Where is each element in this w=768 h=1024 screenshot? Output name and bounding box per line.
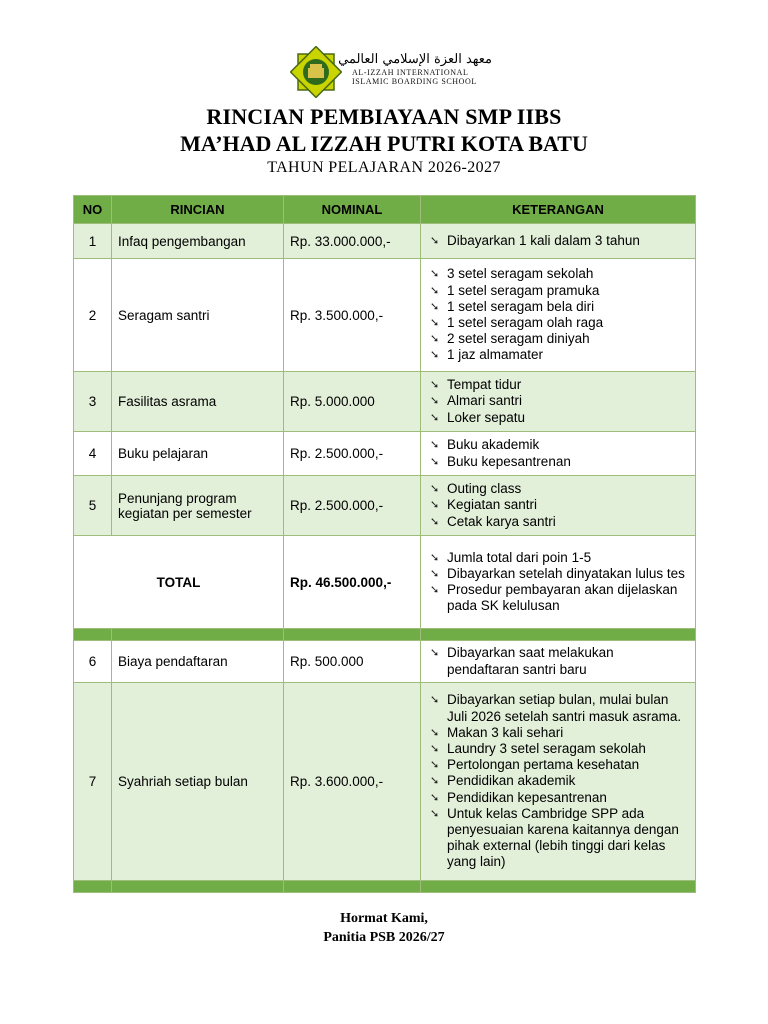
arrow-bullet-icon: ➘	[430, 268, 440, 281]
school-logo	[290, 46, 490, 100]
row-number: 5	[74, 476, 112, 536]
list-item: ➘ Laundry 3 setel seragam sekolah	[430, 740, 646, 756]
list-item: ➘ 2 setel seragam diniyah	[430, 331, 590, 347]
arrow-bullet-icon: ➘	[430, 284, 440, 297]
list-item: ➘ Buku kepesantrenan	[430, 453, 571, 469]
closing-signatory: Panitia PSB 2026/27	[323, 930, 445, 945]
list-item: ➘ Pertolongan pertama kesehatan	[430, 757, 640, 773]
list-item: ➘ Dibayarkan setiap bulan, mulai bulan Juli 2026 setelah santri masuk asrama.	[430, 692, 682, 724]
table-row	[74, 224, 696, 259]
arrow-bullet-icon: ➘	[430, 807, 440, 820]
section-separator	[74, 881, 696, 893]
row-notes	[421, 432, 696, 476]
arrow-bullet-icon: ➘	[430, 395, 440, 408]
arrow-bullet-icon: ➘	[430, 234, 440, 247]
list-item: ➘ Tempat tidur	[430, 377, 522, 393]
arrow-bullet-icon: ➘	[430, 483, 440, 496]
list-item: ➘ Prosedur pembayaran akan dijelaskan pada SK kelulusan	[430, 582, 678, 614]
total-label: TOTAL	[74, 536, 284, 629]
column-header-rincian: RINCIAN	[112, 196, 284, 224]
document-subtitle: MA’HAD AL IZZAH PUTRI KOTA BATU	[180, 131, 588, 156]
table-row	[74, 372, 696, 432]
column-header-no: NO	[74, 196, 112, 224]
row-number: 2	[74, 259, 112, 372]
list-item: ➘ Outing class	[430, 481, 522, 497]
arrow-bullet-icon: ➘	[430, 726, 440, 739]
arrow-bullet-icon: ➘	[430, 333, 440, 346]
list-item: ➘ Pendidikan kepesantrenan	[430, 789, 607, 805]
row-notes	[421, 259, 696, 372]
list-item: ➘ Buku akademik	[430, 437, 540, 453]
row-item: Seragam santri	[112, 259, 284, 372]
arrow-bullet-icon: ➘	[430, 694, 440, 707]
row-notes	[421, 476, 696, 536]
arrow-bullet-icon: ➘	[430, 551, 440, 564]
table-row	[74, 432, 696, 476]
row-amount: Rp. 500.000	[284, 641, 421, 683]
row-amount: Rp. 3.500.000,-	[284, 259, 421, 372]
arrow-bullet-icon: ➘	[430, 567, 440, 580]
logo-name-line: AL-IZZAH INTERNATIONAL	[352, 68, 469, 77]
total-notes	[421, 536, 696, 629]
row-number: 3	[74, 372, 112, 432]
row-item: Buku pelajaran	[112, 432, 284, 476]
table-row	[74, 683, 696, 881]
arrow-bullet-icon: ➘	[430, 349, 440, 362]
list-item: ➘ 1 setel seragam olah raga	[430, 315, 604, 330]
list-item: ➘ Dibayarkan setelah dinyatakan lulus tes	[430, 565, 685, 581]
column-header-keterangan: KETERANGAN	[421, 196, 696, 224]
list-item: ➘ Kegiatan santri	[430, 497, 538, 513]
arrow-bullet-icon: ➘	[430, 455, 440, 468]
row-amount: Rp. 3.600.000,-	[284, 683, 421, 881]
list-item: ➘ Jumla total dari poin 1-5	[430, 549, 592, 565]
row-notes	[421, 372, 696, 432]
list-item: ➘ Makan 3 kali sehari	[430, 724, 564, 740]
column-header-nominal: NOMINAL	[284, 196, 421, 224]
list-item: ➘ Pendidikan akademik	[430, 773, 576, 789]
list-item: ➘ Dibayarkan saat melakukan pendaftaran santri baru	[430, 645, 614, 677]
table-row	[74, 641, 696, 683]
row-number: 4	[74, 432, 112, 476]
fee-table	[73, 195, 696, 893]
list-item: ➘ 1 setel seragam bela diri	[430, 298, 595, 314]
arrow-bullet-icon: ➘	[430, 775, 440, 788]
arrow-bullet-icon: ➘	[430, 647, 440, 660]
arrow-bullet-icon: ➘	[430, 584, 440, 596]
list-item: ➘ 1 setel seragam pramuka	[430, 282, 600, 298]
arrow-bullet-icon: ➘	[430, 742, 440, 755]
row-number: 7	[74, 683, 112, 881]
arrow-bullet-icon: ➘	[430, 379, 440, 392]
list-item: ➘ Untuk kelas Cambridge SPP ada penyesuaian karena kaitannya dengan pihak external (lebih tinggi dari kelas yang lain)	[430, 805, 679, 870]
row-amount: Rp. 2.500.000,-	[284, 476, 421, 536]
total-amount: Rp. 46.500.000,-	[284, 536, 421, 629]
arrow-bullet-icon: ➘	[430, 499, 440, 512]
arrow-bullet-icon: ➘	[430, 411, 440, 424]
logo-name-line: ISLAMIC BOARDING SCHOOL	[352, 77, 477, 86]
table-row	[74, 259, 696, 372]
row-item: Biaya pendaftaran	[112, 641, 284, 683]
row-notes	[421, 683, 696, 881]
arrow-bullet-icon: ➘	[430, 300, 440, 313]
row-amount: Rp. 5.000.000	[284, 372, 421, 432]
row-amount: Rp. 2.500.000,-	[284, 432, 421, 476]
list-item: ➘ Almari santri	[430, 393, 523, 409]
row-notes	[421, 641, 696, 683]
list-item: ➘ 1 jaz almamater	[430, 347, 544, 363]
row-amount: Rp. 33.000.000,-	[284, 224, 421, 259]
table-header-row	[74, 196, 696, 224]
row-item: Penunjang program kegiatan per semester	[112, 476, 284, 536]
row-number: 1	[74, 224, 112, 259]
row-item: Fasilitas asrama	[112, 372, 284, 432]
arrow-bullet-icon: ➘	[430, 317, 440, 329]
row-item: Syahriah setiap bulan	[112, 683, 284, 881]
document-title: RINCIAN PEMBIAYAAN SMP IIBS	[206, 104, 562, 129]
arrow-bullet-icon: ➘	[430, 759, 440, 772]
list-item: ➘ Cetak karya santri	[430, 513, 556, 529]
list-item: ➘ 3 setel seragam sekolah	[430, 266, 594, 282]
row-item: Infaq pengembangan	[112, 224, 284, 259]
closing-greeting: Hormat Kami,	[340, 911, 428, 926]
table-row	[74, 476, 696, 536]
school-emblem-icon	[290, 46, 342, 98]
arrow-bullet-icon: ➘	[430, 791, 440, 804]
section-separator	[74, 629, 696, 641]
row-number: 6	[74, 641, 112, 683]
row-notes	[421, 224, 696, 259]
arrow-bullet-icon: ➘	[430, 439, 440, 452]
academic-year: TAHUN PELAJARAN 2026-2027	[267, 159, 501, 176]
logo-arabic-text: معهد العزة الإسلامي العالمي	[338, 52, 492, 67]
list-item: ➘ Loker sepatu	[430, 409, 526, 425]
arrow-bullet-icon: ➘	[430, 515, 440, 528]
total-row	[74, 536, 696, 629]
list-item: ➘ Dibayarkan 1 kali dalam 3 tahun	[430, 232, 640, 248]
